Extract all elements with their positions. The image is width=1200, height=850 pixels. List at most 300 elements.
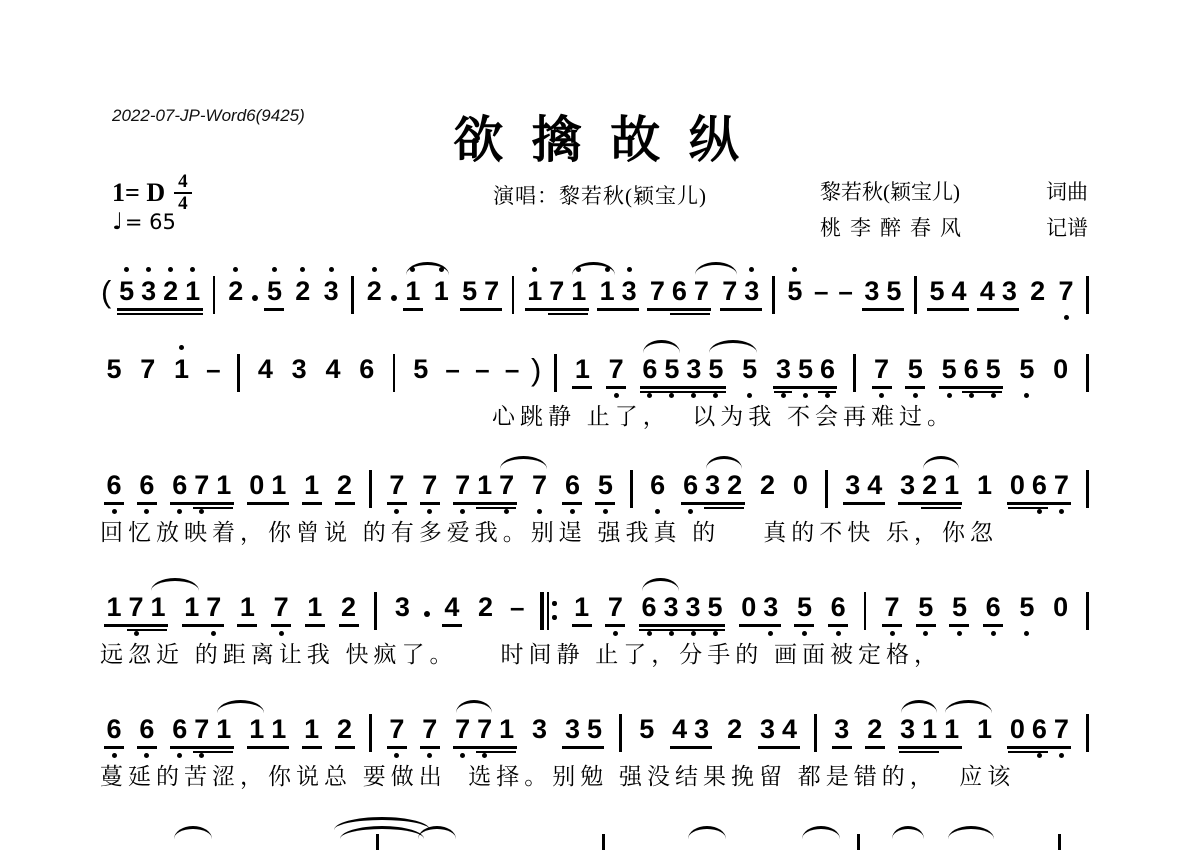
note-digit: 3 xyxy=(900,470,916,500)
note-digit: 5 xyxy=(784,276,806,306)
note-digit: 3 xyxy=(138,276,160,306)
note-digit: 4 xyxy=(325,354,341,384)
time-sig-denominator: 4 xyxy=(178,192,188,214)
beam-underline xyxy=(720,308,762,311)
note-digit: 1 xyxy=(171,354,193,384)
note-digit: 1 xyxy=(402,276,424,306)
barline xyxy=(630,470,633,508)
note-digit: 7 xyxy=(722,276,738,306)
beam-group xyxy=(897,470,963,500)
transcriber-role: 记谱 xyxy=(1046,216,1088,240)
note-digit: 7 xyxy=(1055,276,1077,306)
note-digit: 1 xyxy=(524,276,546,306)
parenthesis: ( xyxy=(101,274,112,309)
note-digit: 5 xyxy=(661,354,683,384)
note-digit: 0 xyxy=(1009,714,1025,744)
time-signature xyxy=(174,172,192,214)
beam-underline xyxy=(339,624,359,627)
beam-group xyxy=(301,714,323,744)
beam-group xyxy=(842,470,886,500)
tie-arc xyxy=(217,700,264,713)
beam-underline xyxy=(818,391,836,394)
beam-group xyxy=(669,714,713,744)
beam-group xyxy=(136,470,158,500)
note-digit: 7 xyxy=(529,470,551,500)
watermark: 2022-07-JP-Word6(9425) xyxy=(112,106,305,125)
beam-underline xyxy=(548,313,588,316)
beam-underline xyxy=(670,313,710,316)
note-digit: 3 xyxy=(291,354,307,384)
note-digit: 7 xyxy=(549,276,565,306)
beam-group xyxy=(680,470,746,500)
beam-group xyxy=(270,592,292,622)
note-digit: 7 xyxy=(386,470,408,500)
beam-underline xyxy=(476,507,516,510)
barline xyxy=(1058,834,1061,850)
note-digit: 6 xyxy=(816,354,838,384)
note-digit: 1 xyxy=(922,714,938,744)
beam-underline xyxy=(264,308,284,311)
beam-group xyxy=(639,354,727,384)
beam-group xyxy=(338,592,360,622)
beam-group xyxy=(452,470,518,500)
note-digit: 1 xyxy=(216,714,232,744)
beam-underline xyxy=(562,746,604,749)
beam-underline xyxy=(899,751,939,754)
barline xyxy=(351,276,354,314)
beam-underline xyxy=(639,624,725,627)
note-digit: 3 xyxy=(394,592,410,622)
beam-underline xyxy=(882,624,902,627)
note-digit: 5 xyxy=(929,276,945,306)
beam-underline xyxy=(193,751,233,754)
note-digit: 1 xyxy=(977,714,993,744)
beam-underline xyxy=(606,386,626,389)
note-digit: 1 xyxy=(574,354,590,384)
beam-underline xyxy=(872,386,892,389)
note-digit: 7 xyxy=(140,354,156,384)
beam-group xyxy=(604,592,626,622)
note-digit: 7 xyxy=(203,592,225,622)
note-digit: 0 xyxy=(1009,470,1025,500)
note-digit: 6 xyxy=(960,354,982,384)
note-digit: 3 xyxy=(564,714,580,744)
sustain-dash: – xyxy=(813,276,829,306)
note-digit: 3 xyxy=(532,714,548,744)
beam-underline xyxy=(247,746,289,749)
beam-group xyxy=(738,592,782,622)
note-digit: 5 xyxy=(116,276,138,306)
barline xyxy=(772,276,775,314)
note-digit: 3 xyxy=(741,276,763,306)
note-digit: 4 xyxy=(951,276,967,306)
beam-underline xyxy=(862,308,904,311)
beam-underline xyxy=(335,502,355,505)
note-digit: 6 xyxy=(561,470,583,500)
barline xyxy=(857,834,860,850)
beam-group xyxy=(459,276,503,306)
note-digit: 2 xyxy=(922,470,938,500)
note-digit: 5 xyxy=(982,354,1004,384)
barline xyxy=(374,592,377,630)
beam-underline xyxy=(1008,507,1048,510)
note-digit: 1 xyxy=(216,470,232,500)
beam-underline xyxy=(704,507,744,510)
note-digit: 5 xyxy=(794,354,816,384)
note-digit: 6 xyxy=(169,470,191,500)
note-digit: 1 xyxy=(304,470,320,500)
beam-group xyxy=(571,354,593,384)
tie-arc xyxy=(695,262,738,275)
note-digit: 1 xyxy=(271,714,287,744)
barline xyxy=(1086,714,1089,752)
note-digit: 7 xyxy=(693,276,709,306)
beam-group xyxy=(772,354,838,384)
beam-underline xyxy=(460,308,502,311)
beam-underline xyxy=(302,502,322,505)
score xyxy=(100,260,1095,850)
beam-underline xyxy=(647,308,711,311)
beam-underline xyxy=(774,391,792,394)
sustain-dash: – xyxy=(504,354,520,384)
beam-group xyxy=(136,714,158,744)
beam-group xyxy=(976,276,1020,306)
augmentation-dot xyxy=(252,276,258,306)
note-digit: 6 xyxy=(169,714,191,744)
note-digit: 7 xyxy=(605,354,627,384)
beam-underline xyxy=(794,624,814,627)
note-digit: 6 xyxy=(639,354,661,384)
note-digit: 6 xyxy=(136,470,158,500)
beam-underline xyxy=(572,624,592,627)
note-digit: 0 xyxy=(792,470,808,500)
tie-arc xyxy=(456,700,492,713)
note-digit: 5 xyxy=(705,354,727,384)
note-digit: 3 xyxy=(834,714,850,744)
note-digit: 7 xyxy=(881,592,903,622)
note-digit: 2 xyxy=(727,714,743,744)
beam-group xyxy=(103,470,125,500)
beam-group xyxy=(861,276,905,306)
beam-underline xyxy=(104,502,124,505)
transcriber-name: 桃李醉春风 xyxy=(820,216,970,240)
credit-row-transcriber xyxy=(820,210,1088,246)
note-digit: 1 xyxy=(182,276,204,306)
note-digit: 6 xyxy=(647,470,669,500)
barline xyxy=(602,834,605,850)
notation-row xyxy=(100,698,1095,760)
beam-group xyxy=(169,714,235,744)
beam-underline xyxy=(843,502,885,505)
note-digit: 2 xyxy=(727,470,743,500)
note-digit: 5 xyxy=(586,714,602,744)
beam-group xyxy=(596,276,640,306)
beam-group xyxy=(301,470,323,500)
barline xyxy=(1086,354,1089,392)
note-digit: 4 xyxy=(672,714,688,744)
beam-underline xyxy=(572,386,592,389)
beam-underline xyxy=(939,386,1003,389)
beam-underline xyxy=(182,624,224,627)
tie-arc xyxy=(688,826,726,839)
beam-underline xyxy=(1007,502,1071,505)
key-signature xyxy=(112,172,192,214)
note-digit: 7 xyxy=(1050,470,1072,500)
beam-group xyxy=(871,354,893,384)
barline xyxy=(1086,470,1089,508)
note-digit: 1 xyxy=(574,592,590,622)
beam-underline xyxy=(476,751,516,754)
note-digit: 5 xyxy=(1016,592,1038,622)
beam-group xyxy=(1006,470,1072,500)
beam-underline xyxy=(403,308,423,311)
note-digit: 1 xyxy=(596,276,618,306)
note-digit: 3 xyxy=(682,592,704,622)
note-digit: 2 xyxy=(759,470,776,500)
beam-underline xyxy=(898,502,962,505)
repeat-start-sign xyxy=(540,592,557,630)
beam-underline xyxy=(962,391,1002,394)
tie-arc xyxy=(892,826,924,839)
note-digit: 6 xyxy=(671,276,687,306)
tie-arc xyxy=(706,456,742,469)
beam-group xyxy=(103,592,169,622)
note-digit: 1 xyxy=(977,470,993,500)
beam-underline xyxy=(605,624,625,627)
note-digit: 4 xyxy=(979,276,995,306)
performer-line: 演唱：黎若秋(颖宝儿) xyxy=(493,184,707,208)
beam-underline xyxy=(305,624,325,627)
note-digit: 6 xyxy=(638,592,660,622)
beam-underline xyxy=(597,308,639,311)
beam-underline xyxy=(127,629,167,632)
beam-group xyxy=(915,592,937,622)
barline xyxy=(393,354,396,392)
beam-group xyxy=(524,276,590,306)
tie-arc xyxy=(709,340,757,353)
note-digit: 7 xyxy=(452,714,474,744)
note-digit: 7 xyxy=(496,470,518,500)
barline xyxy=(914,276,917,314)
beam-group xyxy=(246,470,290,500)
beam-group xyxy=(402,276,424,306)
beam-underline xyxy=(335,746,355,749)
beam-underline xyxy=(832,746,852,749)
note-digit: 6 xyxy=(103,714,125,744)
beam-underline xyxy=(905,386,925,389)
beam-underline xyxy=(302,746,322,749)
beam-underline xyxy=(442,624,462,627)
beam-underline xyxy=(739,624,781,627)
beam-underline xyxy=(949,624,969,627)
beam-group xyxy=(246,714,290,744)
beam-group xyxy=(897,714,963,744)
note-digit: 3 xyxy=(694,714,710,744)
note-digit: 7 xyxy=(1050,714,1072,744)
note-digit: 1 xyxy=(150,592,166,622)
beam-group xyxy=(646,276,712,306)
note-digit: 7 xyxy=(191,470,213,500)
beam-underline xyxy=(387,502,407,505)
beam-underline xyxy=(117,313,203,316)
note-digit: 6 xyxy=(359,354,375,384)
note-digit: 2 xyxy=(341,592,357,622)
note-digit: 4 xyxy=(444,592,460,622)
lyrics-text: 蔓延的苦涩，你说总 要做出 选择。别勉 强没结果挽留 都是错的， 应该 xyxy=(100,764,1016,789)
augmentation-dot xyxy=(424,592,430,622)
note-digit: 1 xyxy=(944,714,960,744)
note-digit: 3 xyxy=(772,354,794,384)
note-digit: 5 xyxy=(739,354,761,384)
tie-arc xyxy=(642,578,678,591)
note-digit: 1 xyxy=(239,592,255,622)
beam-underline xyxy=(773,386,837,389)
note-digit: 7 xyxy=(270,592,292,622)
beam-underline xyxy=(420,502,440,505)
barline xyxy=(369,470,372,508)
beam-underline xyxy=(387,746,407,749)
barline xyxy=(554,354,557,392)
tie-arc xyxy=(945,700,992,713)
barline xyxy=(1086,276,1089,314)
beam-underline xyxy=(828,624,848,627)
beam-underline xyxy=(453,746,517,749)
note-digit: 2 xyxy=(478,592,494,622)
music-line-4 xyxy=(100,576,1095,674)
beam-group xyxy=(881,592,903,622)
music-line-5 xyxy=(100,698,1095,796)
tie-arc xyxy=(901,700,937,713)
tie-arc xyxy=(174,826,212,839)
tie-arc xyxy=(948,826,994,839)
note-digit: 0 xyxy=(741,592,757,622)
beam-group xyxy=(757,714,801,744)
note-digit: 1 xyxy=(307,592,323,622)
note-digit: 5 xyxy=(263,276,285,306)
beam-underline xyxy=(170,746,234,749)
note-digit: 3 xyxy=(1001,276,1017,306)
note-digit: 6 xyxy=(1028,714,1050,744)
beam-underline xyxy=(640,386,726,389)
note-digit: 5 xyxy=(594,470,616,500)
beam-group xyxy=(638,592,726,622)
note-digit: 5 xyxy=(915,592,937,622)
beam-group xyxy=(1006,714,1072,744)
beam-group xyxy=(561,470,583,500)
note-digit: 5 xyxy=(413,354,429,384)
note-digit: 6 xyxy=(1028,470,1050,500)
tie-arc xyxy=(802,826,840,839)
note-digit: 3 xyxy=(618,276,640,306)
note-digit: 6 xyxy=(103,470,125,500)
music-line-6 xyxy=(100,806,1095,850)
beam-underline xyxy=(525,308,589,311)
barline xyxy=(1086,592,1089,630)
beam-underline xyxy=(247,502,289,505)
beam-underline xyxy=(562,502,582,505)
note-digit: 3 xyxy=(705,470,721,500)
note-digit: 1 xyxy=(499,714,515,744)
tie-arc xyxy=(334,817,430,830)
time-sig-numerator: 4 xyxy=(174,172,192,194)
barline xyxy=(619,714,622,752)
beam-group xyxy=(334,470,356,500)
note-digit: 2 xyxy=(292,276,314,306)
note-digit: 0 xyxy=(1053,354,1069,384)
note-digit: 2 xyxy=(363,276,385,306)
beam-group xyxy=(441,592,463,622)
beam-underline xyxy=(639,629,725,632)
beam-group xyxy=(594,470,616,500)
beam-underline xyxy=(170,502,234,505)
note-digit: 3 xyxy=(660,592,682,622)
music-line-1 xyxy=(100,260,1095,322)
sustain-dash: – xyxy=(206,354,221,384)
barline xyxy=(369,714,372,752)
note-digit: 5 xyxy=(704,592,726,622)
beam-group xyxy=(904,354,926,384)
beam-underline xyxy=(420,746,440,749)
beam-group xyxy=(334,714,356,744)
notation-row xyxy=(100,576,1095,638)
beam-underline xyxy=(595,502,615,505)
barline xyxy=(376,834,379,850)
note-digit: 7 xyxy=(419,470,441,500)
note-digit: 1 xyxy=(271,470,287,500)
key-label: 1= D xyxy=(112,177,166,207)
beam-group xyxy=(926,276,970,306)
note-digit: 4 xyxy=(257,354,273,384)
quarter-note-icon: ♩ xyxy=(112,209,123,235)
beam-group xyxy=(169,470,235,500)
composer-role: 词曲 xyxy=(1046,180,1088,204)
note-digit: 6 xyxy=(680,470,702,500)
beam-group xyxy=(181,592,225,622)
barline xyxy=(213,276,216,314)
beam-underline xyxy=(104,746,124,749)
barline xyxy=(825,470,828,508)
note-digit: 1 xyxy=(477,470,493,500)
beam-underline xyxy=(983,624,1003,627)
note-digit: 7 xyxy=(452,470,474,500)
note-digit: 7 xyxy=(649,276,665,306)
note-digit: 7 xyxy=(474,714,496,744)
tie-arc xyxy=(643,340,679,353)
beam-underline xyxy=(670,746,712,749)
beam-group xyxy=(386,470,408,500)
augmentation-dot xyxy=(391,276,397,306)
note-digit: 7 xyxy=(484,276,500,306)
beam-underline xyxy=(104,624,168,627)
note-digit: 5 xyxy=(904,354,926,384)
beam-group xyxy=(236,592,258,622)
tie-arc xyxy=(406,262,449,275)
credit-row-composer xyxy=(820,174,1088,210)
note-digit: 4 xyxy=(867,470,883,500)
beam-underline xyxy=(865,746,885,749)
beam-underline xyxy=(193,507,233,510)
note-digit: 5 xyxy=(886,276,902,306)
tie-arc xyxy=(500,456,547,469)
note-digit: 1 xyxy=(430,276,452,306)
tie-arc xyxy=(923,456,959,469)
beam-group xyxy=(304,592,326,622)
lyrics-text: 回忆放映着，你曾说 的有多爱我。别逞 强我真 的 真的不快 乐，你忽 xyxy=(100,520,998,545)
note-digit: 2 xyxy=(225,276,247,306)
beam-underline xyxy=(1008,751,1048,754)
note-digit: 5 xyxy=(462,276,478,306)
note-digit: 4 xyxy=(781,714,798,744)
